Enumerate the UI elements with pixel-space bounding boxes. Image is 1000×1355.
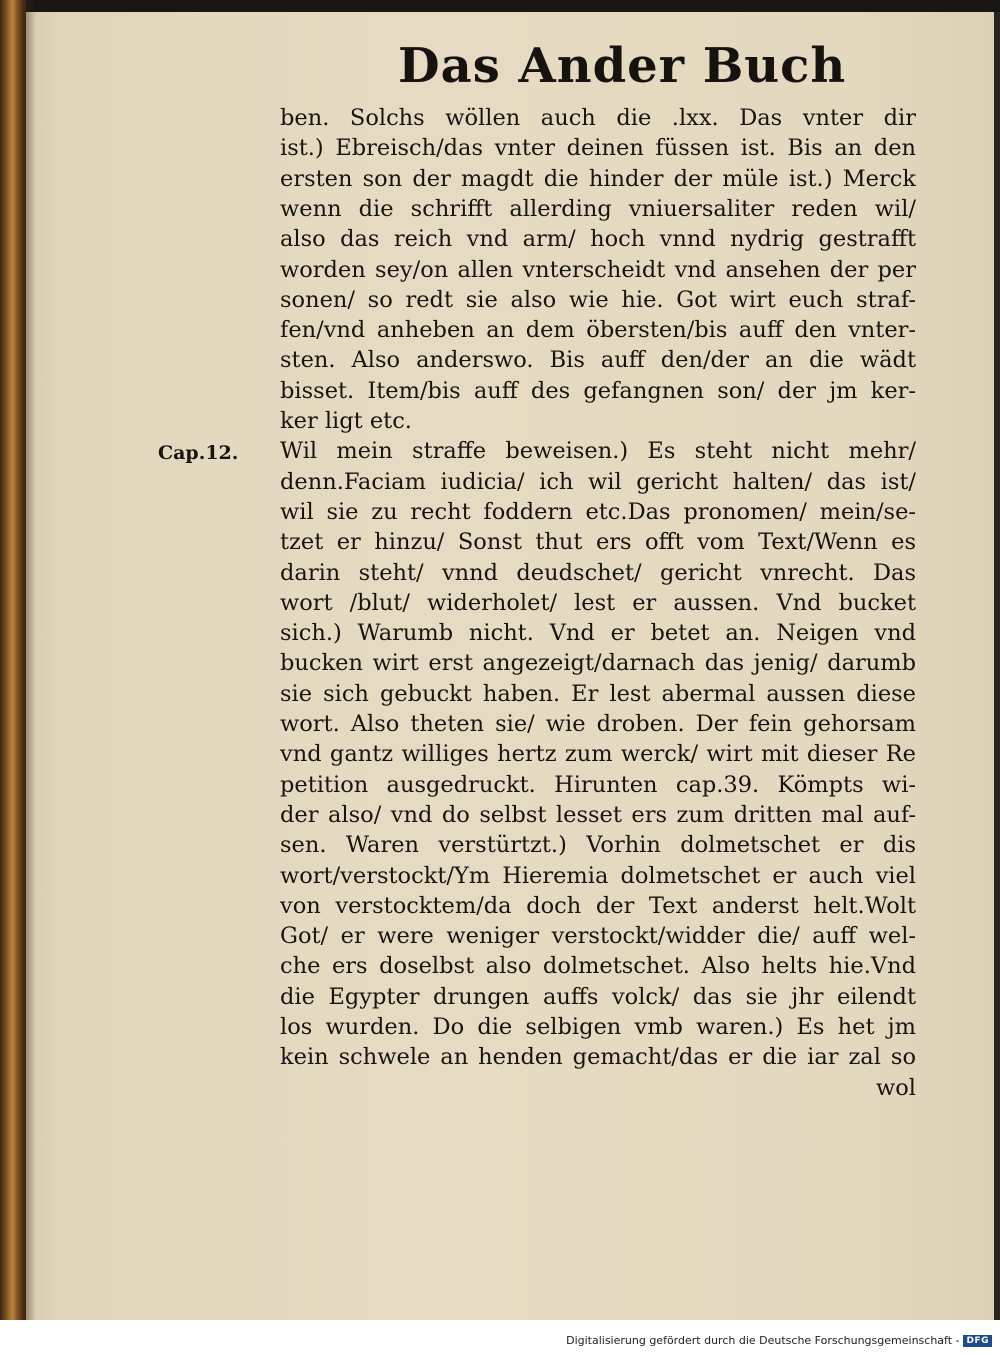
text-line: sten. Also anderswo. Bis auff den/der an die wädt: [280, 347, 916, 374]
text-line: tzet er hinzu/ Sonst thut ers offt vom Text/Wenn es: [280, 529, 916, 556]
text-line: ist.) Ebreisch/das vnter deinen füssen ist. Bis an den: [280, 135, 916, 162]
text-line: fen/vnd anheben an dem öbersten/bis auff den vnter-: [280, 317, 916, 344]
text-line: wol: [875, 1074, 916, 1101]
text-line: petition ausgedruckt. Hirunten cap.39. Kömpts wi-: [280, 771, 916, 798]
text-line: wenn die schrifft allerding vniuersaliter reden wil/: [280, 195, 916, 222]
text-line: der also/ vnd do selbst lesset ers zum dritten mal auf-: [280, 801, 916, 828]
text-line: von verstocktem/da doch der Text anderst helt.Wolt: [280, 892, 916, 919]
text-line: wort. Also theten sie/ wie droben. Der fein gehorsam: [280, 711, 916, 737]
text-line: wort/verstockt/Ym Hieremia dolmetschet er auch viel: [280, 862, 916, 889]
text-line: sonen/ so redt sie also wie hie. Got wirt euch straf-: [280, 286, 916, 313]
credit-text: Digitalisierung gefördert durch die Deutsche Forschungsgemeinschaft -: [566, 1334, 960, 1347]
running-head: Das Ander Buch: [398, 38, 847, 94]
text-line: Wil mein straffe beweisen.) Es steht nicht mehr/: [280, 438, 916, 465]
text-line: wort /blut/ widerholet/ lest er aussen. Vnd bucket: [280, 589, 916, 616]
text-line: vnd gantz williges hertz zum werck/ wirt mit dieser Re: [280, 741, 916, 768]
dfg-logo: DFG: [963, 1335, 992, 1347]
dfg-credit: [566, 1334, 992, 1347]
text-line: Got/ er were weniger verstockt/widder die/ auff wel-: [280, 923, 916, 950]
text-line: denn.Faciam iudicia/ ich wil gericht halten/ das ist/: [280, 468, 916, 495]
text-line: die Egypter drungen auffs volck/ das sie jhr eilendt: [280, 983, 916, 1010]
text-line: bisset. Item/bis auff des gefangnen son/ der jm ker-: [280, 377, 916, 404]
text-line: bucken wirt erst angezeigt/darnach das jenig/ darumb: [280, 650, 916, 677]
text-line: che ers doselbst also dolmetschet. Also helts hie.Vnd: [280, 953, 916, 980]
footer-bar: [0, 1320, 1000, 1355]
margin-note: Cap.12.: [158, 442, 239, 464]
text-line: wil sie zu recht foddern etc.Das pronomen/ mein/se-: [280, 498, 916, 525]
text-line: sich.) Warumb nicht. Vnd er betet an. Neigen vnd: [280, 620, 916, 647]
text-line: also das reich vnd arm/ hoch vnnd nydrig gestrafft: [280, 226, 916, 253]
text-line: darin steht/ vnnd deudschet/ gericht vnrecht. Das: [280, 559, 916, 586]
text-line: ben. Solchs wöllen auch die .lxx. Das vnter dir: [280, 105, 916, 131]
text-line: worden sey/on allen vnterscheidt vnd ansehen der per: [280, 256, 916, 283]
text-line: sen. Waren verstürtzt.) Vorhin dolmetschet er dis: [280, 832, 916, 859]
gutter-shadow: [22, 0, 36, 1330]
text-line: kein schwele an henden gemacht/das er die iar zal so: [280, 1044, 916, 1071]
page-border: [994, 12, 1000, 1322]
text-line: los wurden. Do die selbigen vmb waren.) Es het jm: [280, 1014, 916, 1040]
text-line: ker ligt etc.: [280, 408, 412, 434]
text-line: ersten son der magdt die hinder der müle ist.) Merck: [280, 165, 916, 192]
text-line: sie sich gebuckt haben. Er lest abermal aussen diese: [280, 680, 916, 707]
